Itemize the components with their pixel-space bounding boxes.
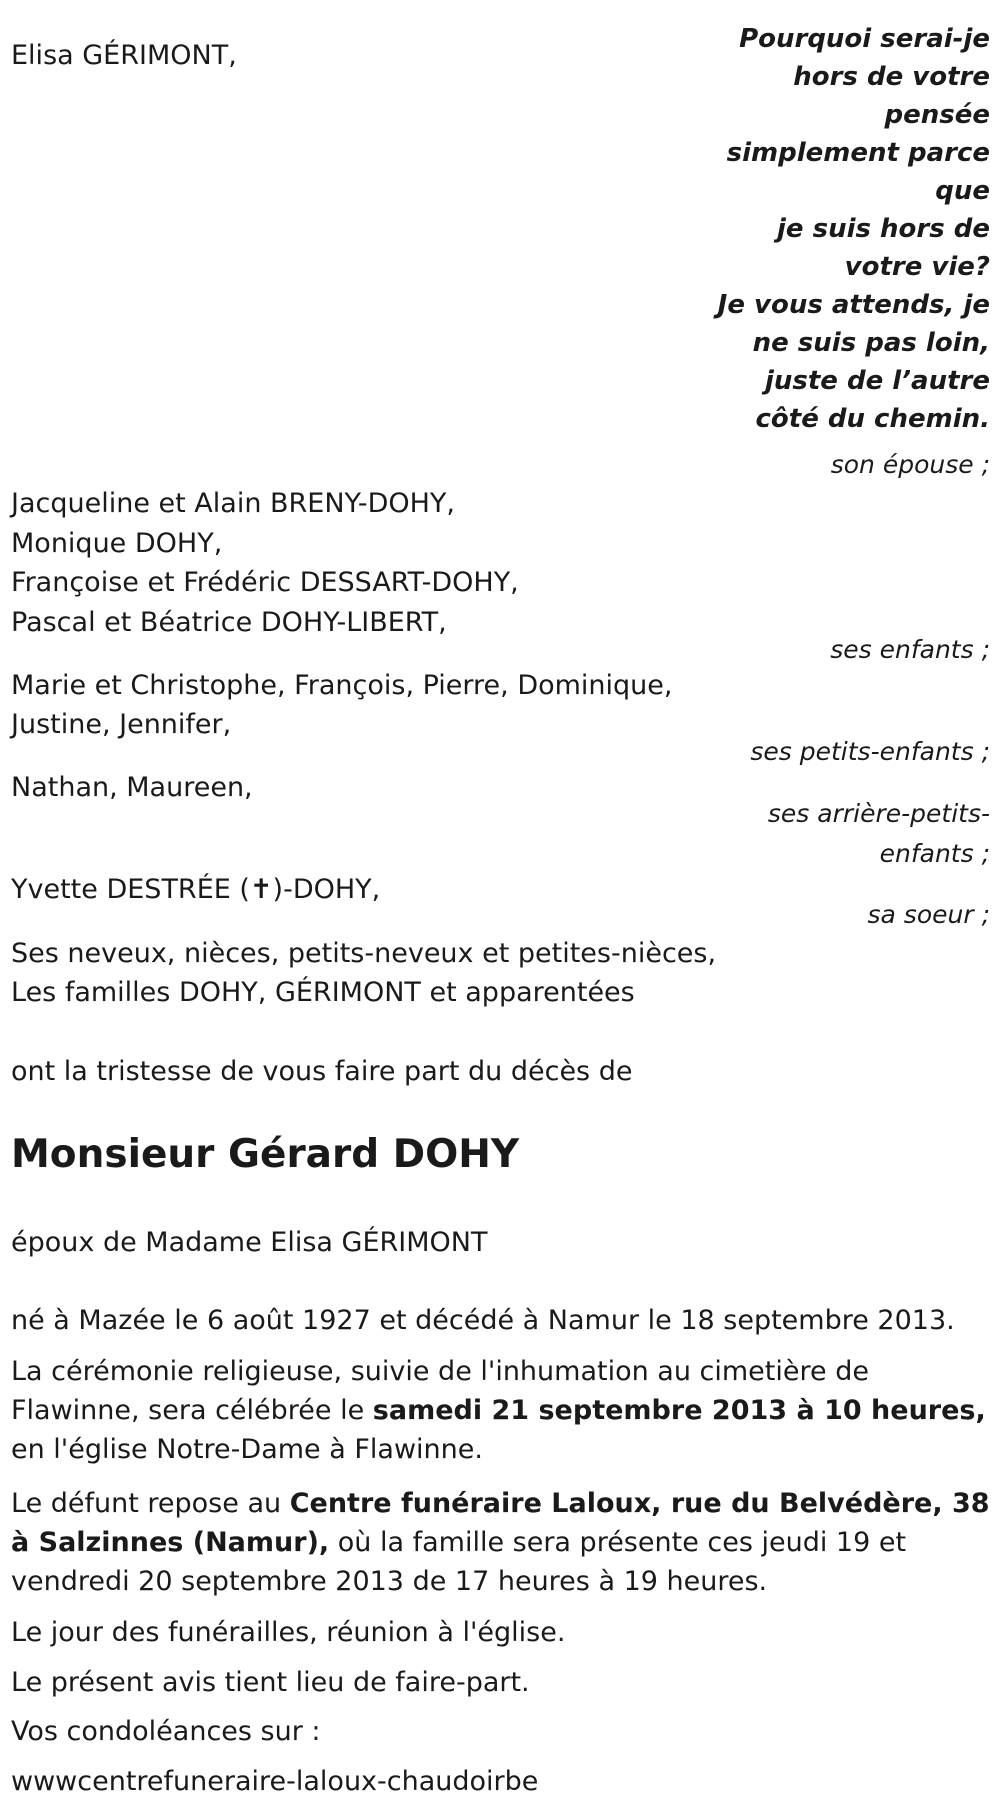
child-entry: Monique DOHY,	[11, 528, 223, 559]
poem-line: Pourquoi serai-je	[739, 24, 990, 54]
ceremony-location: en l'église Notre-Dame à Flawinne.	[11, 1434, 483, 1465]
visitation-hours: où la famille sera présente ces jeudi 19 et vendredi 20 septembre 2013 de 17 heures à 19 heures.	[11, 1527, 907, 1597]
husband-of-line: époux de Madame Elisa GÉRIMONT	[11, 1227, 488, 1258]
birth-death-line: né à Mazée le 6 août 1927 et décédé à Namur le 18 septembre 2013.	[11, 1305, 955, 1336]
poem-line: côté du chemin.	[755, 404, 990, 434]
ceremony-paragraph	[11, 1352, 996, 1469]
extended-family-line: Les familles DOHY, GÉRIMONT et apparentées	[11, 977, 635, 1008]
relation-great-grandchildren: ses arrière-petits-	[767, 799, 990, 828]
poem-line: ne suis pas loin,	[752, 328, 990, 358]
poem-line: votre vie?	[844, 252, 990, 282]
notice-line: Le présent avis tient lieu de faire-part.	[11, 1667, 530, 1698]
announcement-text: ont la tristesse de vous faire part du décès de	[11, 1056, 633, 1087]
poem-line: Je vous attends, je	[717, 290, 990, 320]
grandchildren-line: Marie et Christophe, François, Pierre, Dominique,	[11, 670, 673, 701]
deceased-name: Monsieur Gérard DOHY	[11, 1132, 520, 1177]
relation-sister: sa soeur ;	[867, 900, 990, 929]
child-entry: Françoise et Frédéric DESSART-DOHY,	[11, 567, 519, 598]
widow-name: Elisa GÉRIMONT,	[11, 40, 237, 71]
visitation-place: Centre funéraire Laloux, rue du Belvédère, 38 à Salzinnes (Namur),	[11, 1488, 990, 1558]
child-entry: Jacqueline et Alain BRENY-DOHY,	[11, 488, 456, 519]
ceremony-date: samedi 21 septembre 2013 à 10 heures,	[372, 1395, 986, 1426]
grandchildren-line: Justine, Jennifer,	[11, 709, 232, 740]
relation-great-grandchildren-cont: enfants ;	[879, 839, 990, 868]
relation-grandchildren: ses petits-enfants ;	[750, 737, 990, 766]
relation-children: ses enfants ;	[830, 635, 990, 664]
extended-family-line: Ses neveux, nièces, petits-neveux et petites-nièces,	[11, 938, 717, 969]
poem-line: que	[935, 176, 990, 206]
poem	[690, 20, 990, 438]
ceremony-text: La cérémonie religieuse, suivie de l'inhumation au cimetière de Flawinne, sera célébrée le	[11, 1356, 869, 1426]
visitation-text: Le défunt repose au	[11, 1488, 290, 1519]
great-grandchildren-line: Nathan, Maureen,	[11, 772, 253, 803]
relation-spouse: son épouse ;	[830, 450, 990, 479]
poem-line: juste de l’autre	[764, 366, 990, 396]
poem-line: simplement parce	[726, 138, 990, 168]
poem-line: hors de votre	[793, 62, 990, 92]
funeral-day-line: Le jour des funérailles, réunion à l'église.	[11, 1617, 566, 1648]
visitation-paragraph	[11, 1484, 996, 1601]
poem-line: je suis hors de	[777, 214, 990, 244]
website-link[interactable]: wwwcentrefuneraire-laloux-chaudoirbe	[11, 1766, 539, 1797]
poem-line: pensée	[884, 100, 990, 130]
child-entry: Pascal et Béatrice DOHY-LIBERT,	[11, 607, 447, 638]
sister-line: Yvette DESTRÉE (✝)-DOHY,	[11, 874, 381, 905]
condolences-label: Vos condoléances sur :	[11, 1716, 321, 1747]
